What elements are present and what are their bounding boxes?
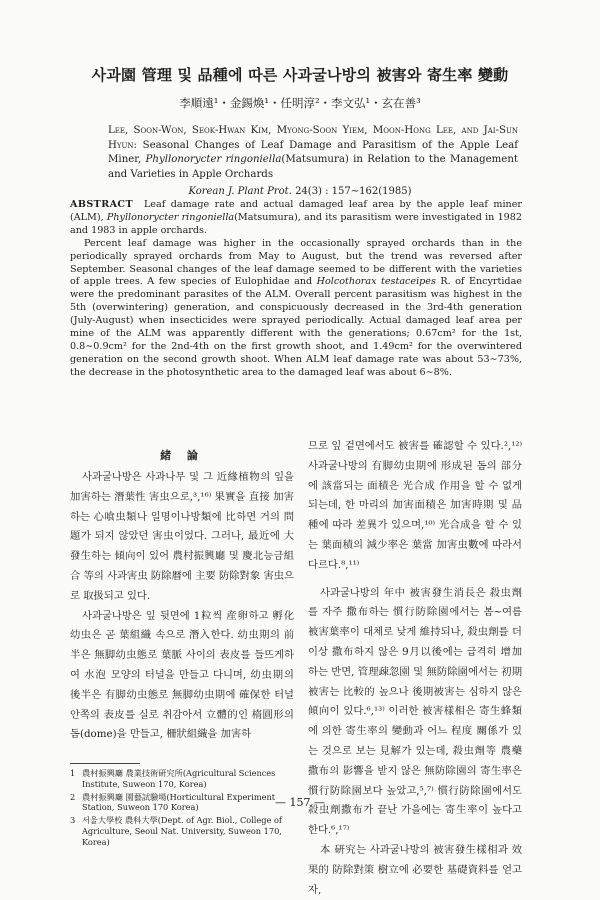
journal-name: Korean J. Plant Prot.: [188, 186, 292, 197]
abstract-p2-text-b: R. of Encyrtidae were the predominant parasites of the ALM. Overall percent parasitism was highest in the 5th (overwintering) generation, and conspicuously decreased in the 3rd-4th generation (July-August) when insecticides were sprayed periodically. Actual damaged leaf area per mine of the ALM was apparently different with the generations; 0.67cm² for the 1st, 0.8∼0.9cm² for the 2nd-4th on the first growth shoot, and 1.49cm² for the overwintered generation on the second growth shoot. When ALM leaf damage rate was about 53∼73%, the decrease in the photosynthetic area to the damaged leaf was about 6∼8%.: [70, 276, 522, 378]
abstract: [70, 199, 522, 380]
footnote-rule: [70, 763, 140, 764]
english-title-species: Phyllonorycter ringoniella: [145, 154, 282, 165]
abstract-p2-text-a: Percent leaf damage was higher in the occasionally sprayed orchards than in the periodically sprayed orchards from May to August, but the trend was reversed after September. Seasonal changes of the leaf damage seemed to be different with the varieties of apple trees. A few species of Eulophidae and: [70, 237, 522, 288]
left-paragraph-1: 사과굴나방은 사과나무 및 그 近緣植物의 잎을 加害하는 潛葉性 害虫으로,³,¹⁶⁾ 果實을 直接 加害하는 心喰虫類나 일명이나방類에 比하면 거의 問題가 되지 않았던 害虫이었다. 그러나, 最近에 大發生하는 傾向이 있어 農村振興廳 및 慶北능금組合 等의 사과害虫 防除暦에 主要 防除對象 害虫으로 取扱되고 있다.: [70, 471, 294, 602]
footnote-text: 農村振興廳 園藝試驗場(Horticultural Experiment Station, Suweon 170 Korea): [82, 791, 276, 813]
abstract-paragraph-1: [70, 199, 522, 238]
left-column: [70, 468, 294, 745]
right-column: [308, 437, 522, 900]
abstract-paragraph-2: [70, 238, 522, 380]
footnote-number: 2: [70, 791, 76, 802]
right-paragraph-3: 本 硏究는 사과굴나방의 被害發生樣相과 效果的 防除對策 樹立에 必要한 基礎資料를 얻고자,: [308, 843, 522, 896]
english-authors-line1: Lee, Soon-Won, Seok-Hwan Kim, Myong-Soon Yiem, Moon-Hong Lee, and: [108, 125, 479, 136]
english-title-pre: Seasonal Changes of Leaf Damage and Parasitism of the Apple Leaf Miner,: [108, 139, 518, 165]
left-paragraph-2: 사과굴나방은 잎 뒷면에 1粒씩 産卵하고 孵化幼虫은 곧 葉組織 속으로 潛入한다. 幼虫期의 前半은 無脚幼虫態로 葉脈 사이의 表皮를 들뜨게하여 水泡 모양의 터널을 만들고 다니며, 幼虫期의 後半은 有脚幼虫態로 無脚幼虫期에 確保한 터널 안쪽의 表皮를 실로 취감아서 立體的인 楕圓形의 돔(dome)을 만들고, 柵狀組織을 加害하: [70, 609, 294, 741]
section-heading-introduction: 緒 論: [160, 449, 204, 462]
english-byline: [108, 124, 518, 182]
paper-title: 사과園 管理 및 品種에 따른 사과굴나방의 被害와 寄生率 變動: [91, 66, 509, 84]
abstract-p2-species: Holcothorax testaceipes: [316, 276, 436, 288]
footnote-text: 農村振興廳 農業技術硏究所(Agricultural Sciences Institute, Suweon 170, Korea): [82, 768, 276, 789]
abstract-p1-text-b: (Matsumura), and its parasitism were investigated in 1982 and 1983 in apple orchards.: [70, 211, 522, 236]
authors-korean: 李順遠¹・金錫煥¹・任明淳²・李文弘¹・玄在善³: [179, 96, 421, 110]
right-paragraph-2: 사과굴나방의 年中 被害發生消長은 殺虫劑를 자주 撒布하는 慣行防除園에서는 봄~여름 被害葉率이 대체로 낮게 維持되나, 殺虫劑를 더 이상 撒布하지 않은 9月以後에는 급격히 增加하는 반면, 管理疎忽園 및 無防除園에서는 初期被害는 比較的 높으나 後期被害는 심하지 않은 傾向이 있다.⁶,¹³⁾ 이러한 被害樣相은 寄生蜂類에 의한 寄生率의 變動과 어느 程度 關係가 있는 것으로 보는 見解가 있는데, 殺虫劑等 農藥撒布의 影響을 받지 않은 無防除園의 寄生率은 慣行防除園보다 높았고,⁵,⁷⁾ 慣行防除園에서도 殺虫劑撒布가 끝난 가을에는 寄生率이 높다고 한다.⁶,¹⁷⁾: [308, 586, 522, 837]
footnote-number: 1: [70, 768, 76, 778]
english-title-post: (Matsumura) in Relation to the Management and Varieties in Apple Orchards: [108, 154, 518, 180]
abstract-label: ABSTRACT: [70, 199, 134, 210]
footnote-item: [70, 815, 296, 847]
journal-details: 24(3) : 157∼162(1985): [295, 186, 412, 197]
english-authors-line2: Jai-Sun Hyun:: [108, 125, 518, 151]
footnote-item: [70, 768, 296, 789]
abstract-p1-text-a: Leaf damage rate and actual damaged leaf area by the apple leaf miner (ALM),: [70, 199, 522, 223]
page-number: — 157 —: [275, 796, 325, 809]
right-paragraph-1: 므로 잎 겉면에서도 被害를 確認할 수 있다.²,¹²⁾ 사과굴나방의 有脚幼虫期에 形成된 돔의 部分에 該當되는 面積은 光合成 作用을 할 수 없게 되는데, 한 마리의 加害面積은 加害時期 및 品種에 따라 差異가 있으며,¹⁰⁾ 光合成을 할 수 있는 葉面積의 減少率은 葉當 加害虫數에 따라서 다르다.⁸,¹¹⁾: [308, 440, 522, 571]
journal-citation: [0, 186, 600, 197]
footnote-number: 3: [70, 815, 76, 826]
abstract-p1-species: Phyllonorycter ringoniella: [106, 211, 235, 223]
footnote-text: 서울大學校 農科大學(Dept. of Agr. Biol., College of Agriculture, Seoul Nat. University, Suweon 170, Korea): [82, 815, 282, 847]
